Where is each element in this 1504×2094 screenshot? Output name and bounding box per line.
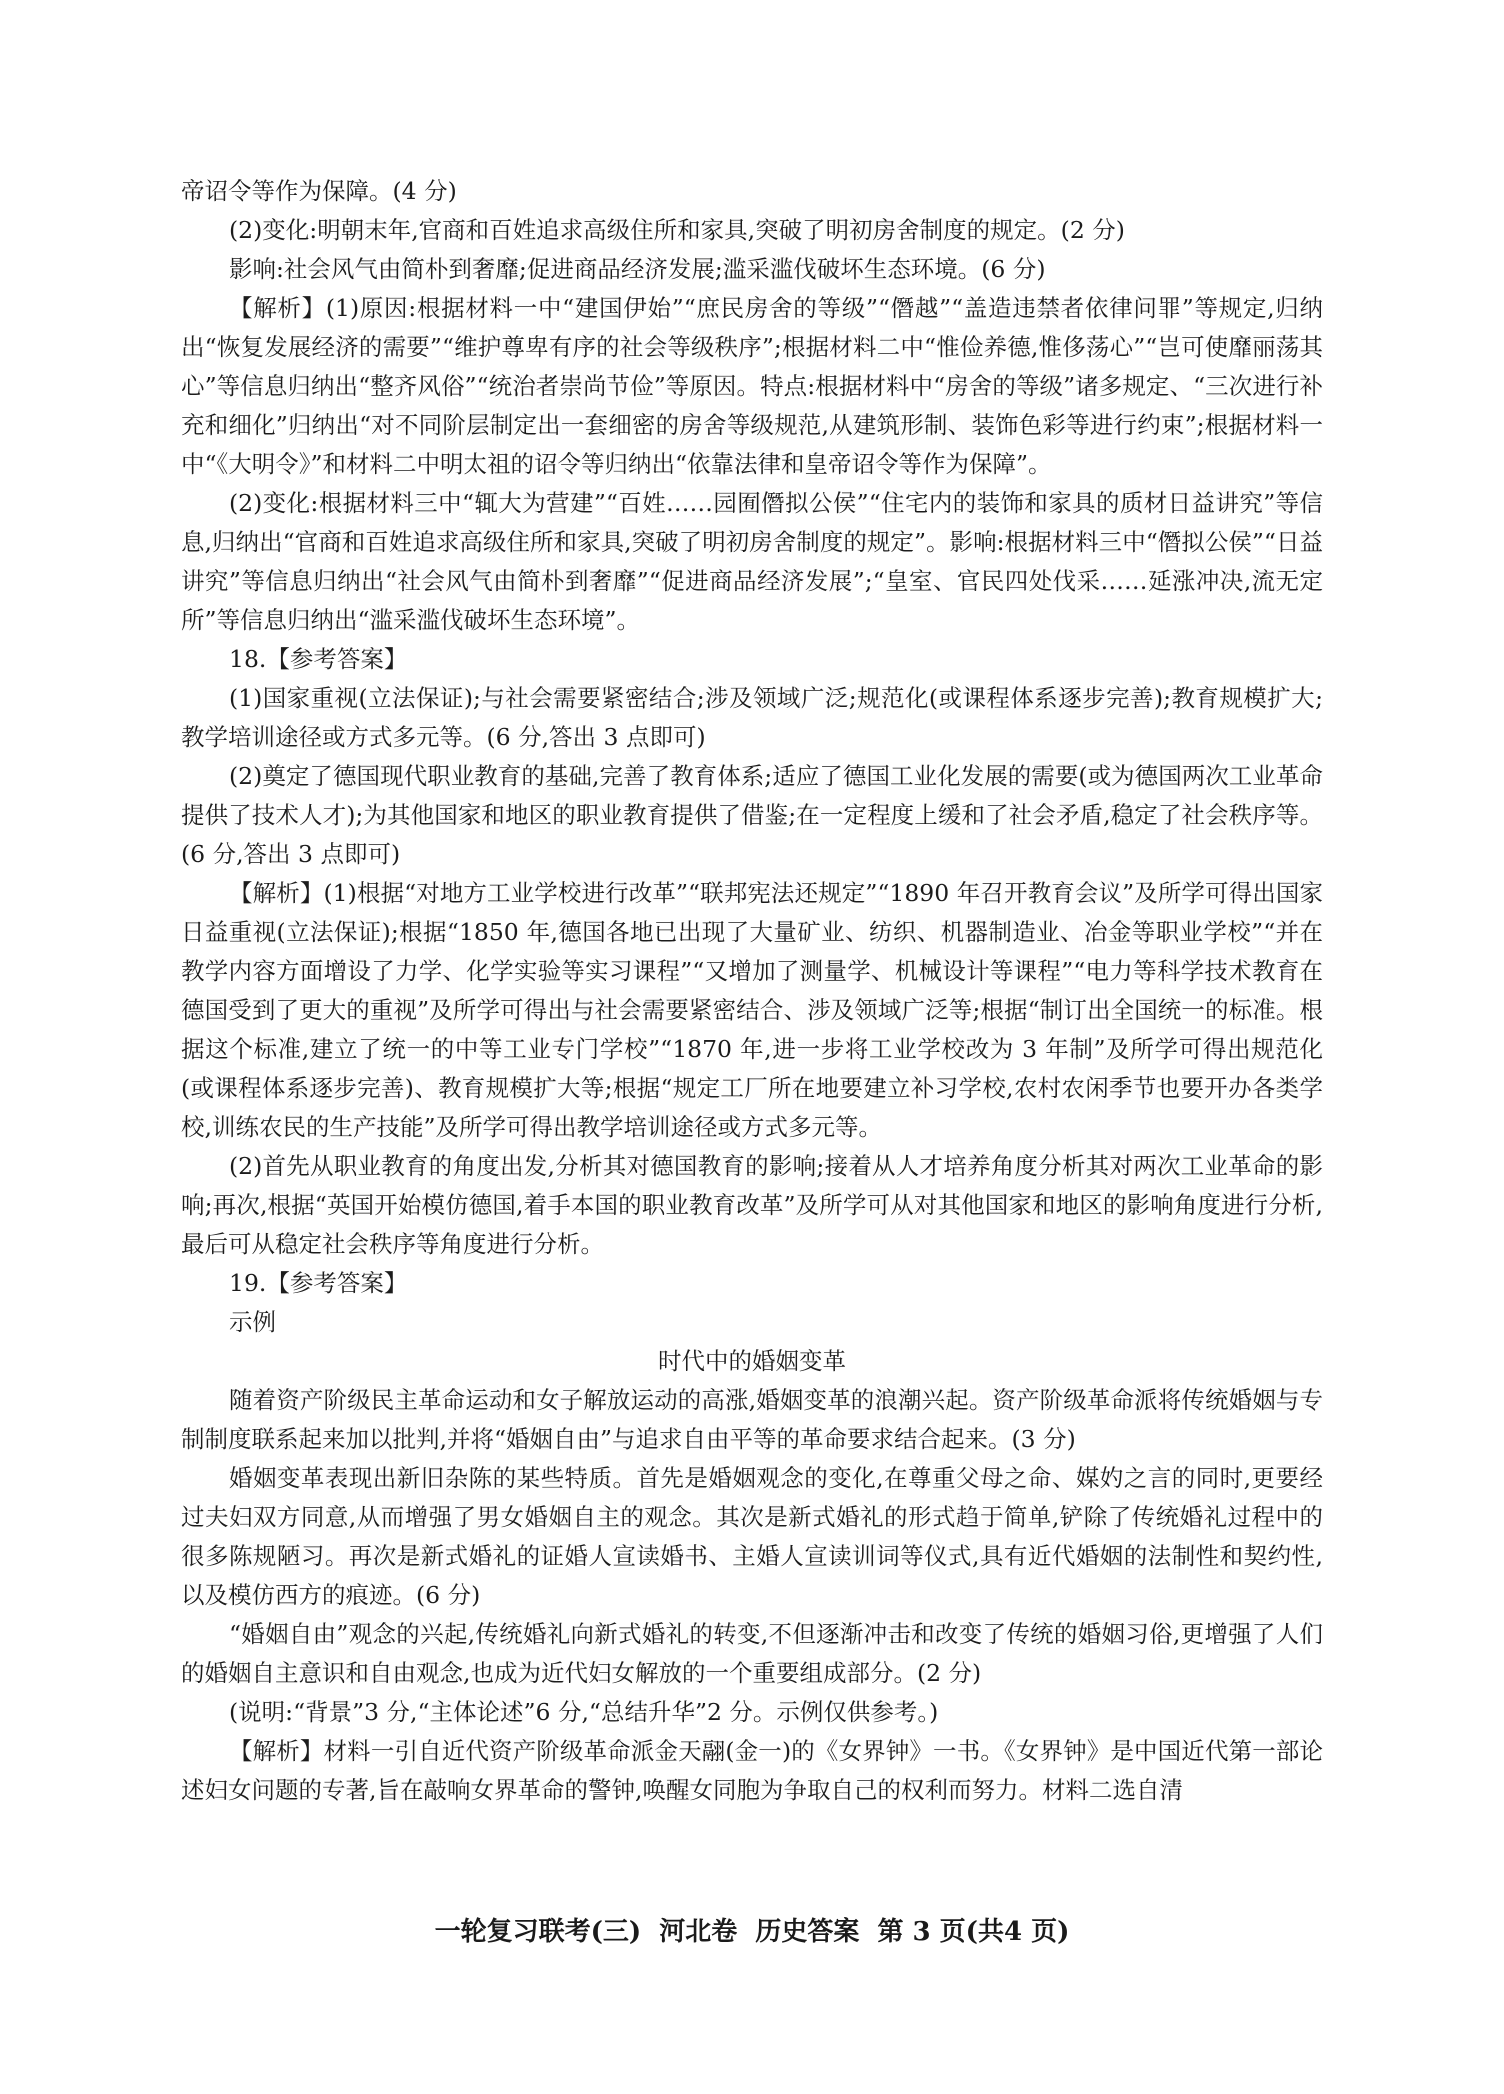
paragraph-17-analysis-2: (2)变化:根据材料三中“辄大为营建”“百姓……园囿僭拟公侯”“住宅内的装饰和家具的质材日益讲究”等信息,归纳出“官商和百姓追求高级住所和家具,突破了明初房舍制度的规定”。影响:根据材料三中“僭拟公侯”“日益讲究”等信息归纳出“社会风气由简朴到奢靡”“促进商品经济发展”;“皇室、官民四处伐采……延涨冲决,流无定所”等信息归纳出“滥采滥伐破坏生态环境”。 <box>181 489 1323 634</box>
page-footer: 一轮复习联考(三) 河北卷 历史答案 第 3 页(共4 页) <box>434 1917 1070 1947</box>
paragraph-17-2-change: (2)变化:明朝末年,官商和百姓追求高级住所和家具,突破了明初房舍制度的规定。(2 分) <box>229 216 1125 244</box>
paragraph-18-analysis-2: (2)首先从职业教育的角度出发,分析其对德国教育的影响;接着从人才培养角度分析其对两次工业革命的影响;再次,根据“英国开始模仿德国,着手本国的职业教育改革”及所学可从对其他国家和地区的影响角度进行分析,最后可从稳定社会秩序等角度进行分析。 <box>181 1152 1323 1258</box>
heading-q19-answer: 19.【参考答案】 <box>229 1269 408 1297</box>
paragraph-18-2: (2)奠定了德国现代职业教育的基础,完善了教育体系;适应了德国工业化发展的需要(或为德国两次工业革命提供了技术人才);为其他国家和地区的职业教育提供了借鉴;在一定程度上缓和了社会矛盾,稳定了社会秩序等。(6 分,答出 3 点即可) <box>181 762 1323 868</box>
paragraph-17-1-tail: 帝诏令等作为保障。(4 分) <box>181 177 457 205</box>
essay-paragraph-body: 婚姻变革表现出新旧杂陈的某些特质。首先是婚姻观念的变化,在尊重父母之命、媒妁之言的同时,更要经过夫妇双方同意,从而增强了男女婚姻自主的观念。其次是新式婚礼的形式趋于简单,铲除了传统婚礼过程中的很多陈规陋习。再次是新式婚礼的证婚人宣读婚书、主婚人宣读训词等仪式,具有近代婚姻的法制性和契约性,以及模仿西方的痕迹。(6 分) <box>181 1464 1323 1609</box>
paragraph-17-analysis-1: 【解析】(1)原因:根据材料一中“建国伊始”“庶民房舍的等级”“僭越”“盖造违禁者依律问罪”等规定,归纳出“恢复发展经济的需要”“维护尊卑有序的社会等级秩序”;根据材料二中“惟俭养德,惟侈荡心”“岂可使靡丽荡其心”等信息归纳出“整齐风俗”“统治者崇尚节俭”等原因。特点:根据材料中“房舍的等级”诸多规定、“三次进行补充和细化”归纳出“对不同阶层制定出一套细密的房舍等级规范,从建筑形制、装饰色彩等进行约束”;根据材料一中“《大明令》”和材料二中明太祖的诏令等归纳出“依靠法律和皇帝诏令等作为保障”。 <box>181 294 1323 478</box>
paragraph-17-2-impact: 影响:社会风气由简朴到奢靡;促进商品经济发展;滥采滥伐破坏生态环境。(6 分) <box>229 255 1046 283</box>
paragraph-18-analysis-1: 【解析】(1)根据“对地方工业学校进行改革”“联邦宪法还规定”“1890 年召开教育会议”及所学可得出国家日益重视(立法保证);根据“1850 年,德国各地已出现了大量矿业、纺织、机器制造业、冶金等职业学校”“并在教学内容方面增设了力学、化学实验等实习课程”“又增加了测量学、机械设计等课程”“电力等科学技术教育在德国受到了更大的重视”及所学可得出与社会需要紧密结合、涉及领域广泛等;根据“制订出全国统一的标准。根据这个标准,建立了统一的中等工业专门学校”“1870 年,进一步将工业学校改为 3 年制”及所学可得出规范化(或课程体系逐步完善)、教育规模扩大等;根据“规定工厂所在地要建立补习学校,农村农闲季节也要开办各类学校,训练农民的生产技能”及所学可得出教学培训途径或方式多元等。 <box>181 879 1323 1141</box>
paragraph-18-1: (1)国家重视(立法保证);与社会需要紧密结合;涉及领域广泛;规范化(或课程体系逐步完善);教育规模扩大;教学培训途径或方式多元等。(6 分,答出 3 点即可) <box>181 684 1323 751</box>
essay-title: 时代中的婚姻变革 <box>658 1347 846 1375</box>
heading-q18-answer: 18.【参考答案】 <box>229 645 408 673</box>
paragraph-19-analysis: 【解析】材料一引自近代资产阶级革命派金天翮(金一)的《女界钟》一书。《女界钟》是中国近代第一部论述妇女问题的专著,旨在敲响女界革命的警钟,唤醒女同胞为争取自己的权利而努力。材料二选自清 <box>181 1737 1323 1804</box>
essay-paragraph-conclusion: “婚姻自由”观念的兴起,传统婚礼向新式婚礼的转变,不但逐渐冲击和改变了传统的婚姻习俗,更增强了人们的婚姻自主意识和自由观念,也成为近代妇女解放的一个重要组成部分。(2 分) <box>181 1620 1323 1687</box>
essay-paragraph-background: 随着资产阶级民主革命运动和女子解放运动的高涨,婚姻变革的浪潮兴起。资产阶级革命派将传统婚姻与专制制度联系起来加以批判,并将“婚姻自由”与追求自由平等的革命要求结合起来。(3 分) <box>181 1386 1323 1453</box>
example-label: 示例 <box>229 1308 276 1336</box>
answer-text-body <box>181 172 1323 1810</box>
scoring-note: (说明:“背景”3 分,“主体论述”6 分,“总结升华”2 分。示例仅供参考。) <box>229 1698 939 1726</box>
